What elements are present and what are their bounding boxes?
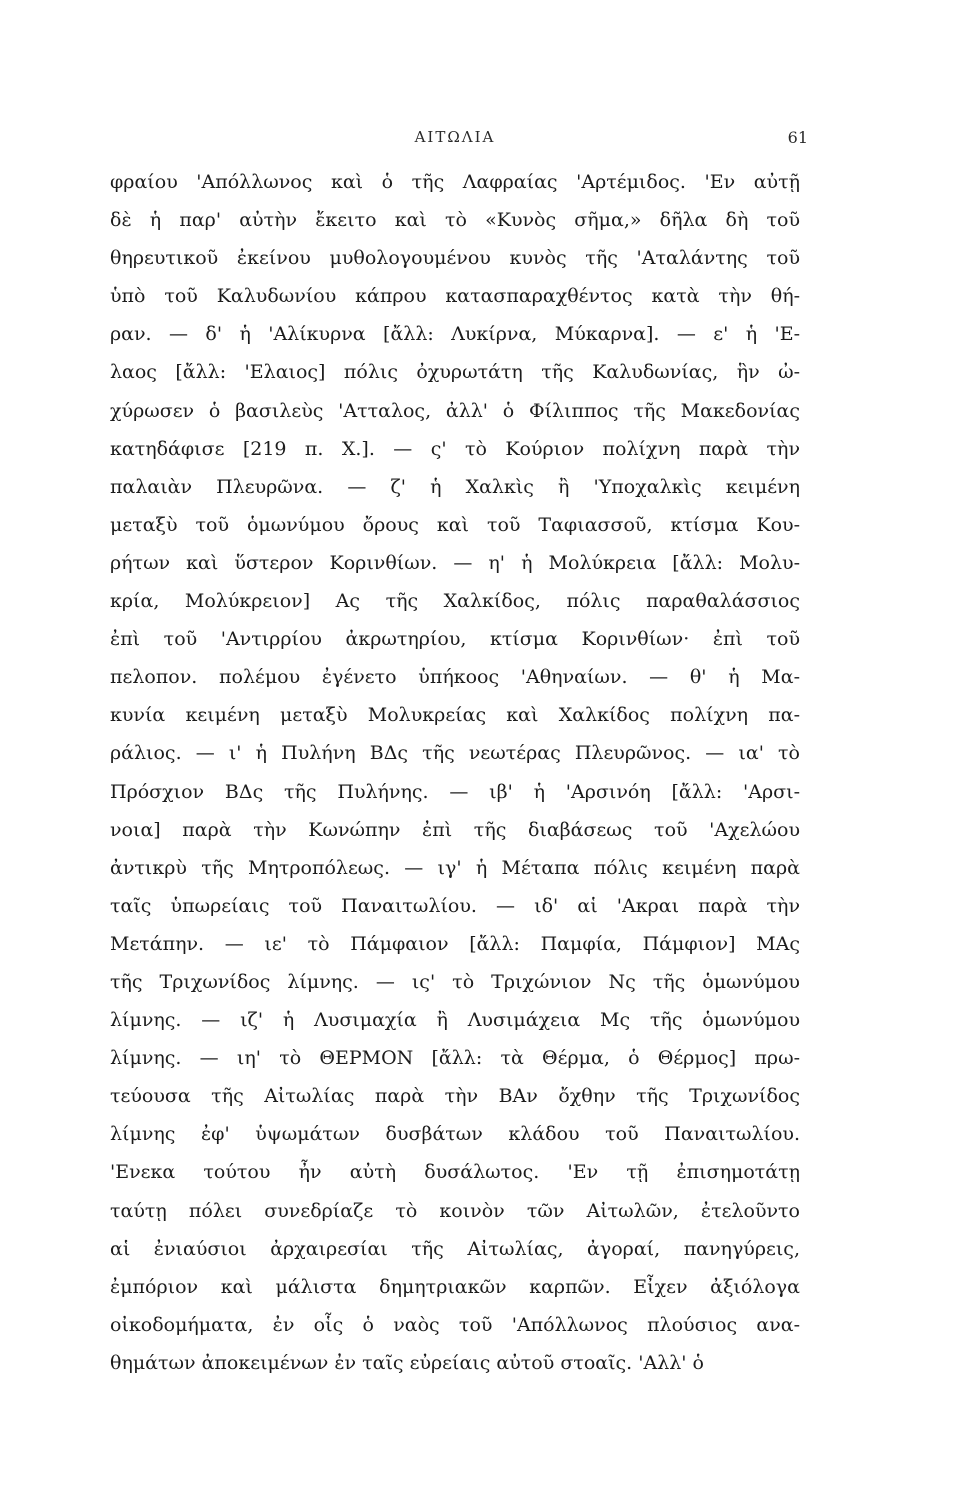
text-line: θηρευτικοῦ ἐκείνου μυθολογουμένου κυνὸς τῆς 'Αταλάντης τοῦ bbox=[110, 247, 800, 270]
text-line: λίμνης. — ιη' τὸ ΘΕΡΜΟΝ [ἄλλ: τὰ Θέρμα, ὁ Θέρμος] πρω- bbox=[110, 1047, 800, 1070]
text-line: ἐπὶ τοῦ 'Αντιρρίου ἀκρωτηρίου, κτίσμα Κορινθίων· ἐπὶ τοῦ bbox=[110, 628, 800, 651]
text-line: λίμνης ἐφ' ὑψωμάτων δυσβάτων κλάδου τοῦ Παναιτωλίου. bbox=[110, 1123, 800, 1146]
text-line: 'Ενεκα τούτου ἦν αὐτὴ δυσάλωτος. 'Εν τῇ ἐπισημοτάτῃ bbox=[110, 1161, 800, 1184]
text-line: αἱ ἐνιαύσιοι ἀρχαιρεσίαι τῆς Αἰτωλίας, ἀγοραί, πανηγύρεις, bbox=[110, 1237, 800, 1260]
running-title: ΑΙΤΩΛΙΑ bbox=[414, 128, 496, 146]
text-line: παλαιὰν Πλευρῶνα. — ζ' ἡ Χαλκὶς ἢ 'Υποχαλκὶς κειμένη bbox=[110, 475, 800, 498]
text-line: οἰκοδομήματα, ἐν οἷς ὁ ναὸς τοῦ 'Απόλλωνος πλούσιος ανα- bbox=[110, 1313, 800, 1336]
body-text bbox=[110, 163, 800, 1382]
text-line: ἐμπόριον καὶ μάλιστα δημητριακῶν καρπῶν. Εἶχεν ἀξιόλογα bbox=[110, 1275, 800, 1298]
text-line: ράλιος. — ι' ἡ Πυλήνη ΒΔς τῆς νεωτέρας Πλευρῶνος. — ια' τὸ bbox=[110, 742, 800, 765]
text-line: λαος [ἄλλ: 'Ελαιος] πόλις ὀχυρωτάτη τῆς Καλυδωνίας, ἣν ὠ- bbox=[110, 361, 800, 384]
text-line: ταύτῃ πόλει συνεδρίαζε τὸ κοινὸν τῶν Αἰτωλῶν, ἐτελοῦντο bbox=[110, 1199, 800, 1222]
text-line: ταῖς ὑπωρείαις τοῦ Παναιτωλίου. — ιδ' αἱ 'Ακραι παρὰ τὴν bbox=[110, 894, 800, 917]
page-number: 61 bbox=[787, 128, 808, 147]
text-line: ὑπὸ τοῦ Καλυδωνίου κάπρου κατασπαραχθέντος κατὰ τὴν θή- bbox=[110, 285, 800, 308]
text-line: τῆς Τριχωνίδος λίμνης. — ις' τὸ Τριχώνιον Νς τῆς ὁμωνύμου bbox=[110, 970, 800, 993]
text-line: τεύουσα τῆς Αἰτωλίας παρὰ τὴν ΒΑν ὄχθην τῆς Τριχωνίδος bbox=[110, 1085, 800, 1108]
text-line: κυνία κειμένη μεταξὺ Μολυκρείας καὶ Χαλκίδος πολίχνη πα- bbox=[110, 704, 800, 727]
running-head bbox=[110, 128, 808, 152]
text-line: μεταξὺ τοῦ ὁμωνύμου ὄρους καὶ τοῦ Ταφιασσοῦ, κτίσμα Κου- bbox=[110, 513, 800, 536]
text-line: δὲ ἡ παρ' αὐτὴν ἔκειτο καὶ τὸ «Κυνὸς σῆμα,» δῆλα δὴ τοῦ bbox=[110, 209, 800, 232]
text-line: ραν. — δ' ἡ 'Αλίκυρνα [ἄλλ: Λυκίρνα, Μύκαρνα]. — ε' ἡ 'Ε- bbox=[110, 323, 800, 346]
text-line: κρία, Μολύκρειον] Ας τῆς Χαλκίδος, πόλις παραθαλάσσιος bbox=[110, 590, 800, 613]
text-line: πελοπον. πολέμου ἐγένετο ὑπήκοος 'Αθηναίων. — θ' ἡ Μα- bbox=[110, 666, 800, 689]
text-line: νοια] παρὰ τὴν Κωνώπην ἐπὶ τῆς διαβάσεως τοῦ 'Αχελώου bbox=[110, 818, 800, 841]
text-line: θημάτων ἀποκειμένων ἐν ταῖς εὐρείαις αὐτοῦ στοαῖς. 'Αλλ' ὁ bbox=[110, 1351, 704, 1374]
text-line: λίμνης. — ιζ' ἡ Λυσιμαχία ἢ Λυσιμάχεια Μς τῆς ὁμωνύμου bbox=[110, 1009, 800, 1032]
text-line: ρήτων καὶ ὕστερον Κορινθίων. — η' ἡ Μολύκρεια [ἄλλ: Μολυ- bbox=[110, 551, 800, 574]
text-line: χύρωσεν ὁ βασιλεὺς 'Ατταλος, ἀλλ' ὁ Φίλιππος τῆς Μακεδονίας bbox=[110, 399, 800, 422]
text-line: φραίου 'Απόλλωνος καὶ ὁ τῆς Λαφραίας 'Αρτέμιδος. 'Εν αὐτῇ bbox=[110, 171, 800, 193]
text-line: Μετάπην. — ιε' τὸ Πάμφαιον [ἄλλ: Παμφία, Πάμφιον] ΜΑς bbox=[110, 932, 800, 955]
text-line: κατηδάφισε [219 π. Χ.]. — ς' τὸ Κούριον πολίχνη παρὰ τὴν bbox=[110, 437, 800, 460]
text-line: ἀντικρὺ τῆς Μητροπόλεως. — ιγ' ἡ Μέταπα πόλις κειμένη παρὰ bbox=[110, 856, 800, 879]
text-line: Πρόσχιον ΒΔς τῆς Πυλήνης. — ιβ' ἡ 'Αρσινόη [ἄλλ: 'Αρσι- bbox=[110, 780, 800, 803]
